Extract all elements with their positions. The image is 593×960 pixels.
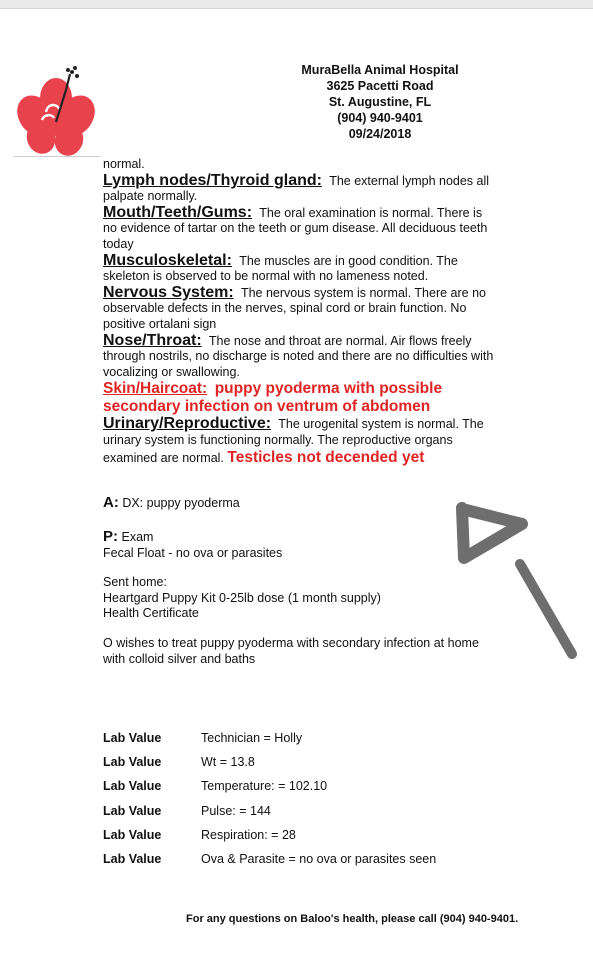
- musculo-text: The muscles are in good condition. The skeleton is observed to be normal with no lameness noted.: [103, 253, 458, 284]
- footer-contact: For any questions on Baloo's health, please call (904) 940-9401.: [186, 913, 519, 925]
- exam-notes: [103, 157, 498, 667]
- plan-text: Exam: [121, 530, 154, 545]
- lab-values-table: [103, 726, 543, 871]
- lab-value: Temperature: = 102.10: [201, 779, 328, 794]
- nervous-heading: Nervous System:: [103, 283, 234, 301]
- skin-finding: puppy pyoderma with possible secondary infection on ventrum of abdomen: [103, 380, 443, 416]
- nose-text: The nose and throat are normal. Air flows freely through nostrils, no discharge is noted and there are no difficulties with vocalizing or swallowing.: [103, 333, 494, 379]
- clinic-city: St. Augustine, FL: [328, 95, 432, 109]
- plan-label: P:: [103, 528, 118, 546]
- assessment: [103, 495, 498, 512]
- mouth-heading: Mouth/Teeth/Gums:: [103, 203, 253, 221]
- plan-fecal: Fecal Float - no ova or parasites: [103, 545, 283, 560]
- lab-label: Lab Value: [103, 779, 162, 794]
- owner-note: O wishes to treat puppy pyoderma with secondary infection at home with colloid silver and baths: [103, 636, 479, 666]
- lab-row: [103, 799, 543, 823]
- window-top-bar: [0, 0, 593, 9]
- continued-text: normal.: [103, 157, 145, 171]
- nose-heading: Nose/Throat:: [103, 331, 202, 349]
- lab-row: [103, 847, 543, 871]
- lab-label: Lab Value: [103, 731, 162, 746]
- musculo-heading: Musculoskeletal:: [103, 251, 232, 269]
- hibiscus-logo: [14, 62, 100, 162]
- lab-value: Wt = 13.8: [201, 755, 255, 770]
- sent-home-label: Sent home:: [103, 575, 167, 590]
- lab-row: [103, 726, 543, 750]
- section-lymph: [103, 173, 498, 205]
- lab-row: [103, 823, 543, 847]
- lab-label: Lab Value: [103, 852, 162, 867]
- mouth-text: The oral examination is normal. There is no evidence of tartar on the teeth or gum disease. All deciduous teeth today: [103, 205, 488, 251]
- visit-date: 09/24/2018: [348, 127, 412, 141]
- assessment-label: A:: [103, 493, 119, 511]
- lab-value: Respiration: = 28: [201, 827, 296, 842]
- lab-row: [103, 750, 543, 774]
- lab-value: Pulse: = 144: [201, 803, 271, 818]
- section-nose: [103, 333, 498, 381]
- section-musculoskeletal: [103, 253, 498, 285]
- sent-home-item: Health Certificate: [103, 606, 199, 621]
- lab-label: Lab Value: [103, 827, 162, 842]
- sent-home-item: Heartgard Puppy Kit 0-25lb dose (1 month supply): [103, 590, 381, 605]
- clinic-phone: (904) 940-9401: [337, 111, 423, 125]
- urinary-finding: Testicles not decended yet: [227, 448, 425, 466]
- section-urinary: [103, 416, 498, 466]
- clinic-street: 3625 Pacetti Road: [326, 79, 434, 93]
- lab-label: Lab Value: [103, 803, 162, 818]
- skin-heading: Skin/Haircoat:: [103, 380, 208, 398]
- lab-label: Lab Value: [103, 755, 162, 770]
- lab-row: [103, 774, 543, 798]
- lymph-text: The external lymph nodes all palpate normally.: [103, 173, 490, 204]
- lab-value: Technician = Holly: [201, 731, 303, 746]
- urinary-heading: Urinary/Reproductive:: [103, 415, 272, 433]
- assessment-text: DX: puppy pyoderma: [122, 495, 240, 510]
- urinary-text: The urogenital system is normal. The urinary system is functioning normally. The reproductive organs examined are normal.: [103, 417, 484, 465]
- logo-underline: [14, 156, 100, 157]
- pen-markup-annotation: [440, 490, 590, 670]
- plan: [103, 529, 498, 546]
- clinic-header: [270, 62, 490, 142]
- clinic-name: MuraBella Animal Hospital: [301, 63, 459, 77]
- section-nervous: [103, 285, 498, 333]
- nervous-text: The nervous system is normal. There are no observable defects in the nerves, spinal cord or brain function. No positive ortalani sign: [103, 285, 486, 331]
- lab-value: Ova & Parasite = no ova or parasites seen: [201, 852, 437, 867]
- section-mouth: [103, 205, 498, 253]
- lymph-heading: Lymph nodes/Thyroid gland:: [103, 171, 322, 189]
- section-skin: [103, 380, 498, 416]
